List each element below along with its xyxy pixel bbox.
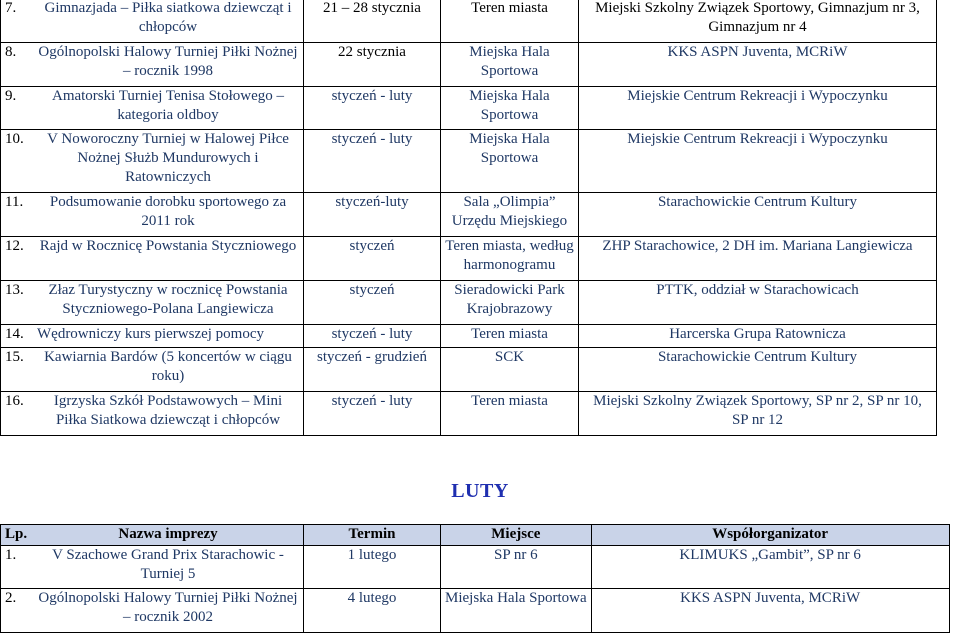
event-cell bbox=[1, 546, 304, 589]
row-number: 13. bbox=[5, 282, 24, 298]
event-cell bbox=[1, 130, 304, 193]
event-name: Ogólnopolski Halowy Turniej Piłki Nożnej – rocznik 1998 bbox=[38, 44, 298, 79]
row-number: 16. bbox=[5, 393, 24, 409]
place-cell: Teren miasta bbox=[441, 392, 579, 436]
event-cell bbox=[1, 0, 304, 43]
date-cell: 4 lutego bbox=[304, 589, 441, 633]
event-cell bbox=[1, 589, 304, 633]
date-cell: 22 stycznia bbox=[304, 43, 441, 87]
row-number: 14. bbox=[5, 326, 24, 342]
event-cell bbox=[1, 325, 304, 348]
table-row bbox=[1, 193, 937, 237]
event-name: Podsumowanie dorobku sportowego za 2011 rok bbox=[49, 194, 287, 229]
place-cell: Miejska Hala Sportowa bbox=[441, 87, 579, 130]
table-row bbox=[1, 237, 937, 281]
place-cell: Teren miasta bbox=[441, 325, 579, 348]
header-organizer: Współorganizator bbox=[591, 525, 949, 546]
header-name: Nazwa imprezy bbox=[118, 526, 218, 542]
event-name: V Szachowe Grand Prix Starachowic - Turniej 5 bbox=[52, 547, 284, 582]
row-number: 1. bbox=[5, 547, 17, 563]
date-cell: styczeń bbox=[304, 281, 441, 325]
header-lp-and-name bbox=[1, 525, 304, 546]
place-cell: Miejska Hala Sportowa bbox=[441, 589, 592, 633]
month-heading: LUTY bbox=[451, 480, 509, 502]
event-cell bbox=[1, 193, 304, 237]
organizer-cell: Miejskie Centrum Rekreacji i Wypoczynku bbox=[579, 87, 937, 130]
row-number: 11. bbox=[5, 194, 24, 210]
header-date: Termin bbox=[304, 525, 441, 546]
table-row bbox=[1, 43, 937, 87]
table-header-row bbox=[1, 525, 950, 546]
event-name: Gimnazjada – Piłka siatkowa dziewcząt i chłopców bbox=[44, 0, 292, 35]
table-row bbox=[1, 348, 937, 392]
event-cell bbox=[1, 348, 304, 392]
event-name: Igrzyska Szkół Podstawowych – Mini Piłka Siatkowa dziewcząt i chłopców bbox=[53, 393, 283, 428]
organizer-cell: PTTK, oddział w Starachowicach bbox=[579, 281, 937, 325]
row-number: 9. bbox=[5, 88, 17, 104]
date-cell: 1 lutego bbox=[304, 546, 441, 589]
table-row bbox=[1, 325, 937, 348]
row-number: 12. bbox=[5, 238, 24, 254]
place-cell: Teren miasta, według harmonogramu bbox=[441, 237, 579, 281]
row-number: 10. bbox=[5, 131, 24, 147]
table-row bbox=[1, 281, 937, 325]
february-events-table bbox=[0, 524, 950, 633]
place-cell: Miejska Hala Sportowa bbox=[441, 43, 579, 87]
event-cell bbox=[1, 392, 304, 436]
organizer-cell: Starachowickie Centrum Kultury bbox=[579, 193, 937, 237]
table-row bbox=[1, 392, 937, 436]
table-row bbox=[1, 130, 937, 193]
table-row bbox=[1, 87, 937, 130]
date-cell: 21 – 28 stycznia bbox=[304, 0, 441, 43]
event-name: Ogólnopolski Halowy Turniej Piłki Nożnej – rocznik 2002 bbox=[38, 590, 298, 625]
place-cell: Miejska Hala Sportowa bbox=[441, 130, 579, 193]
event-name: V Noworoczny Turniej w Halowej Piłce Nożnej Służb Mundurowych i Ratowniczych bbox=[47, 131, 289, 185]
organizer-cell: ZHP Starachowice, 2 DH im. Mariana Langiewicza bbox=[579, 237, 937, 281]
date-cell: styczeń - grudzień bbox=[304, 348, 441, 392]
row-number: 8. bbox=[5, 44, 17, 60]
date-cell: styczeń-luty bbox=[304, 193, 441, 237]
row-number: 2. bbox=[5, 590, 17, 606]
date-cell: styczeń bbox=[304, 237, 441, 281]
place-cell: SCK bbox=[441, 348, 579, 392]
event-cell bbox=[1, 87, 304, 130]
place-cell: Teren miasta bbox=[441, 0, 579, 43]
row-number: 15. bbox=[5, 349, 24, 365]
place-cell: SP nr 6 bbox=[441, 546, 592, 589]
date-cell: styczeń - luty bbox=[304, 87, 441, 130]
organizer-cell: Miejski Szkolny Związek Sportowy, SP nr 2, SP nr 10, SP nr 12 bbox=[579, 392, 937, 436]
event-cell bbox=[1, 43, 304, 87]
row-number: 7. bbox=[5, 0, 17, 16]
organizer-cell: KKS ASPN Juventa, MCRiW bbox=[591, 589, 949, 633]
table-row bbox=[1, 0, 937, 43]
organizer-cell: KLIMUKS „Gambit”, SP nr 6 bbox=[591, 546, 949, 589]
event-name: Amatorski Turniej Tenisa Stołowego – kategoria oldboy bbox=[51, 88, 284, 123]
place-cell: Sieradowicki Park Krajobrazowy bbox=[441, 281, 579, 325]
date-cell: styczeń - luty bbox=[304, 325, 441, 348]
organizer-cell: Starachowickie Centrum Kultury bbox=[579, 348, 937, 392]
event-cell bbox=[1, 237, 304, 281]
event-name: Złaz Turystyczny w rocznicę Powstania Styczniowego-Polana Langiewicza bbox=[48, 282, 288, 317]
event-name: Rajd w Rocznicę Powstania Styczniowego bbox=[39, 238, 297, 254]
table-row bbox=[1, 589, 950, 633]
date-cell: styczeń - luty bbox=[304, 392, 441, 436]
date-cell: styczeń - luty bbox=[304, 130, 441, 193]
organizer-cell: Miejski Szkolny Związek Sportowy, Gimnazjum nr 3, Gimnazjum nr 4 bbox=[579, 0, 937, 43]
organizer-cell: KKS ASPN Juventa, MCRiW bbox=[579, 43, 937, 87]
event-name: Wędrowniczy kurs pierwszej pomocy bbox=[37, 326, 265, 342]
organizer-cell: Harcerska Grupa Ratownicza bbox=[579, 325, 937, 348]
header-lp: Lp. bbox=[5, 526, 28, 542]
table-row bbox=[1, 546, 950, 589]
event-name: Kawiarnia Bardów (5 koncertów w ciągu roku) bbox=[44, 349, 292, 384]
place-cell: Sala „Olimpia” Urzędu Miejskiego bbox=[441, 193, 579, 237]
organizer-cell: Miejskie Centrum Rekreacji i Wypoczynku bbox=[579, 130, 937, 193]
event-cell bbox=[1, 281, 304, 325]
header-place: Miejsce bbox=[441, 525, 592, 546]
